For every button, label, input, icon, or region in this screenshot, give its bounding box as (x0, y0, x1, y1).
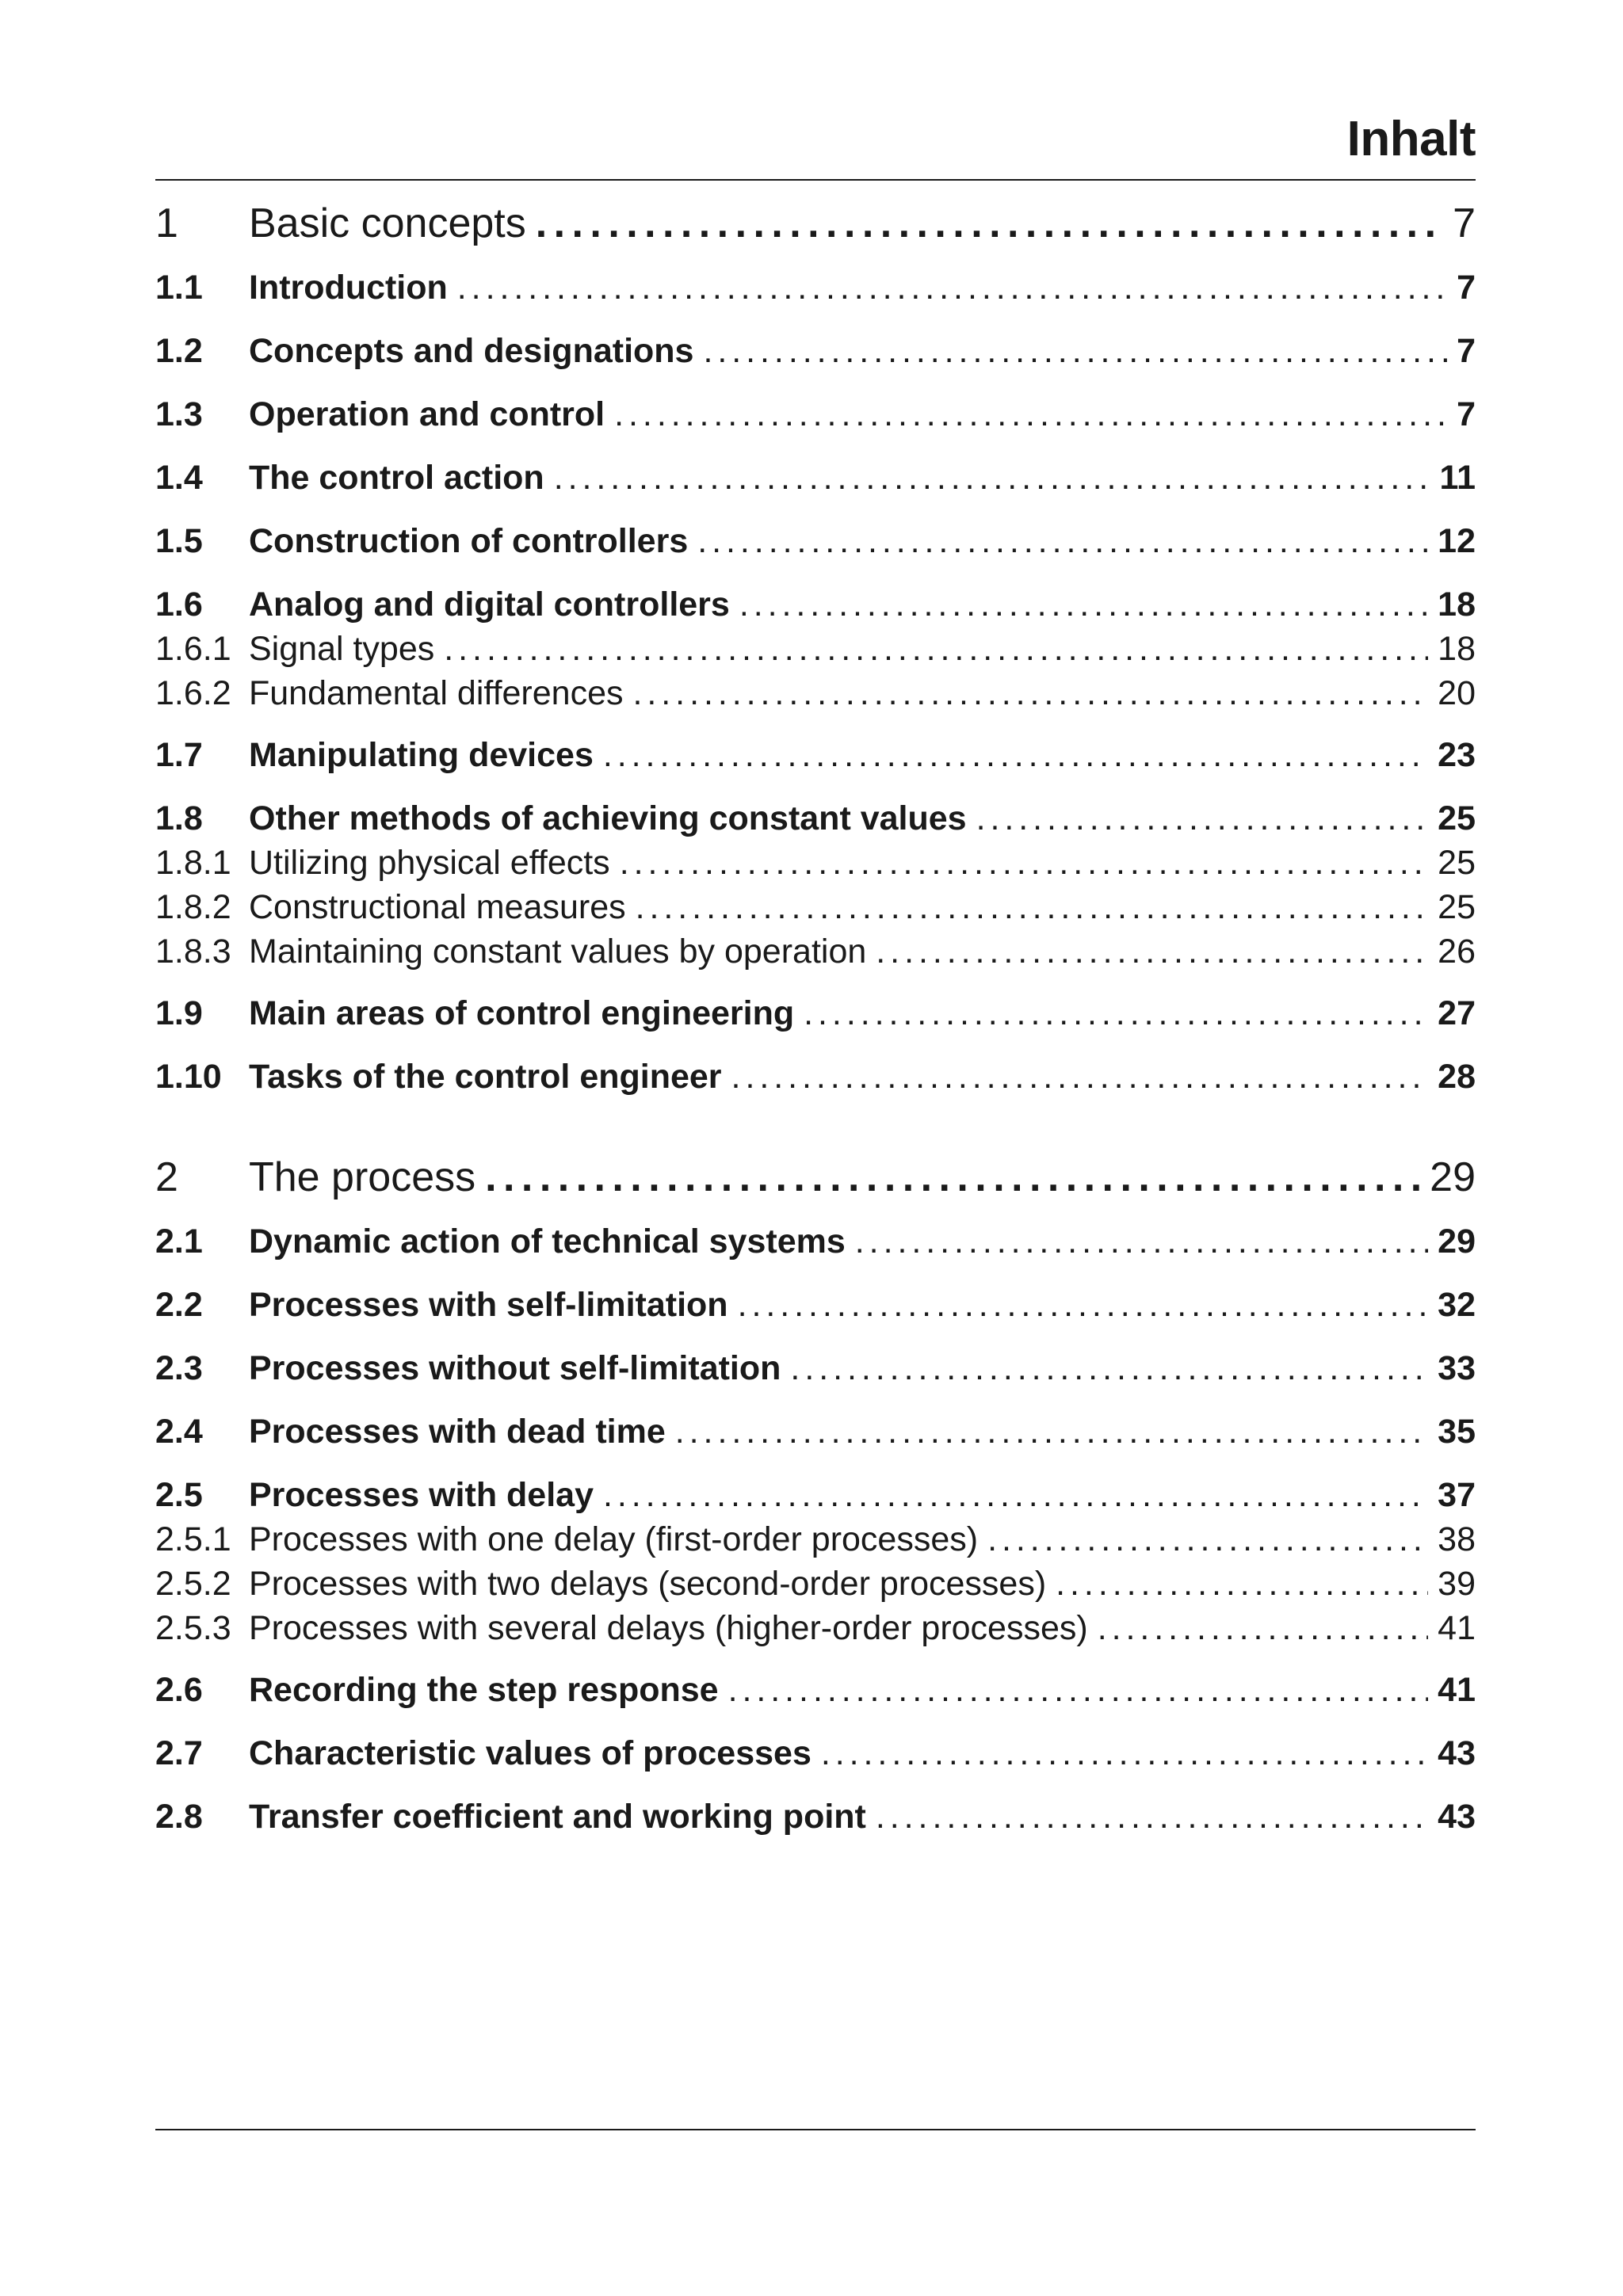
toc-entry-title: Main areas of control engineering (249, 994, 795, 1032)
toc-entry-title: Dynamic action of technical systems (249, 1222, 846, 1261)
toc-leader-dots (614, 398, 1447, 432)
toc-entry[interactable] (155, 1611, 1476, 1646)
toc-entry-page: 25 (1438, 888, 1476, 926)
toc-entry[interactable] (155, 674, 1476, 712)
toc-entry-title: Processes with dead time (249, 1413, 666, 1451)
toc-entry-title: Manipulating devices (249, 736, 594, 774)
toc-leader-dots (976, 802, 1429, 836)
toc-leader-dots (821, 1737, 1428, 1771)
toc-entry-title: Characteristic values of processes (249, 1734, 812, 1772)
toc-entry[interactable] (155, 799, 1476, 837)
toc-leader-dots (987, 1523, 1428, 1557)
toc-entry-number: 2.5 (155, 1476, 203, 1514)
toc-leader-dots (804, 997, 1428, 1031)
toc-entry-title: The process (249, 1154, 476, 1200)
toc-leader-dots (876, 1800, 1428, 1834)
toc-entry-number: 2.4 (155, 1413, 203, 1451)
toc-entry-page: 7 (1457, 332, 1476, 370)
toc-entry[interactable] (155, 524, 1476, 559)
toc-leader-dots (731, 1060, 1429, 1094)
toc-entry-number: 2.5.3 (155, 1609, 231, 1647)
toc-entry-number: 1.6.1 (155, 630, 231, 668)
toc-entry-page: 32 (1438, 1286, 1476, 1324)
toc-leader-dots (697, 524, 1428, 559)
toc-entry[interactable] (155, 1415, 1476, 1449)
toc-entry-page: 18 (1438, 630, 1476, 668)
toc-entry-title: Processes with delay (249, 1476, 594, 1514)
toc-entry-number: 1.4 (155, 459, 203, 497)
toc-entry-page: 18 (1438, 585, 1476, 624)
toc-entry-title: Maintaining constant values by operation (249, 933, 867, 971)
toc-leader-dots (675, 1415, 1428, 1449)
toc-entry-page: 25 (1438, 844, 1476, 882)
toc-entry-title: The control action (249, 459, 544, 497)
toc-entry[interactable] (155, 994, 1476, 1032)
toc-leader-dots (1098, 1611, 1428, 1646)
toc-entry-number: 2.5.2 (155, 1565, 231, 1603)
toc-entry-page: 41 (1438, 1671, 1476, 1709)
toc-entry-number: 2.6 (155, 1671, 203, 1709)
toc-leader-dots (554, 461, 1430, 495)
toc-entry[interactable] (155, 1734, 1476, 1772)
toc-leader-dots (738, 1288, 1429, 1322)
toc-entry-page: 43 (1438, 1798, 1476, 1836)
toc-entry-page: 7 (1453, 200, 1476, 246)
toc-entry-page: 29 (1438, 1222, 1476, 1261)
toc-entry[interactable] (155, 1154, 1476, 1200)
toc-leader-dots (876, 935, 1428, 969)
toc-entry-title: Transfer coefficient and working point (249, 1798, 866, 1836)
toc-leader-dots (620, 846, 1428, 880)
toc-entry-title: Recording the step response (249, 1671, 719, 1709)
toc-entry-title: Tasks of the control engineer (249, 1058, 722, 1096)
toc-leader-dots (739, 588, 1428, 622)
toc-entry-title: Utilizing physical effects (249, 844, 610, 882)
toc-entry-title: Fundamental differences (249, 674, 624, 712)
toc-entry-number: 1.8 (155, 799, 203, 837)
toc-entry-page: 7 (1457, 269, 1476, 307)
toc-entry[interactable] (155, 395, 1476, 433)
toc-leader-dots (633, 677, 1429, 711)
toc-entry-page: 20 (1438, 674, 1476, 712)
toc-entry[interactable] (155, 1567, 1476, 1601)
toc-entry-page: 41 (1438, 1609, 1476, 1647)
toc-entry-title: Processes with one delay (first-order processes) (249, 1520, 979, 1558)
toc-entry[interactable] (155, 271, 1476, 305)
toc-entry-title: Constructional measures (249, 888, 626, 926)
toc-entry-number: 2 (155, 1154, 178, 1200)
toc-entry-number: 1.1 (155, 269, 203, 307)
toc-entry[interactable] (155, 1673, 1476, 1707)
toc-leader-dots (444, 632, 1428, 666)
toc-entry-title: Processes with self-limitation (249, 1286, 728, 1324)
bottom-divider (155, 2129, 1476, 2130)
toc-entry[interactable] (155, 1060, 1476, 1094)
toc-entry-number: 1.7 (155, 736, 203, 774)
toc-entry[interactable] (155, 1349, 1476, 1387)
toc-entry-page: 37 (1438, 1476, 1476, 1514)
toc-leader-dots (728, 1673, 1429, 1707)
toc-leader-dots (485, 1157, 1420, 1198)
toc-entry[interactable] (155, 632, 1476, 666)
toc-entry-number: 2.5.1 (155, 1520, 231, 1558)
toc-entry[interactable] (155, 738, 1476, 772)
toc-entry[interactable] (155, 1520, 1476, 1558)
toc-entry-title: Other methods of achieving constant values (249, 799, 967, 837)
toc-entry-page: 28 (1438, 1058, 1476, 1096)
toc-entry-title: Processes without self-limitation (249, 1349, 781, 1387)
toc-entry-number: 2.3 (155, 1349, 203, 1387)
toc-entry-title: Processes with several delays (higher-order processes) (249, 1609, 1088, 1647)
toc-entry[interactable] (155, 1800, 1476, 1834)
toc-entry-page: 33 (1438, 1349, 1476, 1387)
toc-entry-number: 2.8 (155, 1798, 203, 1836)
page-title: Inhalt (1346, 112, 1476, 166)
toc-entry-number: 1.6 (155, 585, 203, 624)
toc-entry[interactable] (155, 1478, 1476, 1512)
toc-entry-number: 1.8.2 (155, 888, 231, 926)
toc-leader-dots (603, 1478, 1428, 1512)
toc-entry-page: 29 (1430, 1154, 1476, 1200)
toc-entry-number: 2.7 (155, 1734, 203, 1772)
toc-entry-page: 43 (1438, 1734, 1476, 1772)
toc-entry-title: Signal types (249, 630, 435, 668)
toc-entry-page: 25 (1438, 799, 1476, 837)
toc-entry-title: Operation and control (249, 395, 605, 433)
toc-entry-number: 1.3 (155, 395, 203, 433)
toc-entry-page: 38 (1438, 1520, 1476, 1558)
toc-entry-page: 23 (1438, 736, 1476, 774)
toc-entry[interactable] (155, 334, 1476, 368)
toc-leader-dots (457, 271, 1447, 305)
toc-entry[interactable] (155, 1222, 1476, 1261)
toc-entry-number: 1.6.2 (155, 674, 231, 712)
toc-leader-dots (603, 738, 1428, 772)
toc-leader-dots (636, 891, 1429, 925)
toc-leader-dots (1056, 1567, 1428, 1601)
toc-leader-dots (536, 203, 1443, 244)
toc-leader-dots (855, 1225, 1428, 1259)
toc-entry-title: Construction of controllers (249, 522, 689, 560)
toc-entry-title: Concepts and designations (249, 332, 694, 370)
toc-leader-dots (790, 1352, 1428, 1386)
toc-entry-number: 2.2 (155, 1286, 203, 1324)
toc-entry-number: 1 (155, 200, 178, 246)
toc-entry-title: Analog and digital controllers (249, 585, 730, 624)
toc-entry-page: 39 (1438, 1565, 1476, 1603)
toc-entry-number: 1.10 (155, 1058, 222, 1096)
toc-entry[interactable] (155, 846, 1476, 880)
toc-entry-number: 2.1 (155, 1222, 203, 1261)
toc-entry-number: 1.9 (155, 994, 203, 1032)
toc-entry[interactable] (155, 1288, 1476, 1322)
toc-entry-page: 11 (1439, 459, 1476, 497)
toc-entry-title: Processes with two delays (second-order processes) (249, 1565, 1047, 1603)
toc-entry-title: Introduction (249, 269, 448, 307)
toc-leader-dots (703, 334, 1447, 368)
toc-entry[interactable] (155, 585, 1476, 624)
toc-entry[interactable] (155, 935, 1476, 969)
top-divider (155, 179, 1476, 181)
toc-entry-title: Basic concepts (249, 200, 526, 246)
toc-entry[interactable] (155, 461, 1476, 495)
toc-entry-page: 27 (1438, 994, 1476, 1032)
toc-entry-number: 1.5 (155, 522, 203, 560)
toc-entry-number: 1.2 (155, 332, 203, 370)
toc-entry-page: 35 (1438, 1413, 1476, 1451)
toc-entry-page: 12 (1438, 522, 1476, 560)
toc-entry-number: 1.8.3 (155, 933, 231, 971)
toc-entry-page: 7 (1457, 395, 1476, 433)
toc-entry[interactable] (155, 888, 1476, 926)
toc-entry-number: 1.8.1 (155, 844, 231, 882)
toc-entry-page: 26 (1438, 933, 1476, 971)
toc-entry[interactable] (155, 200, 1476, 246)
